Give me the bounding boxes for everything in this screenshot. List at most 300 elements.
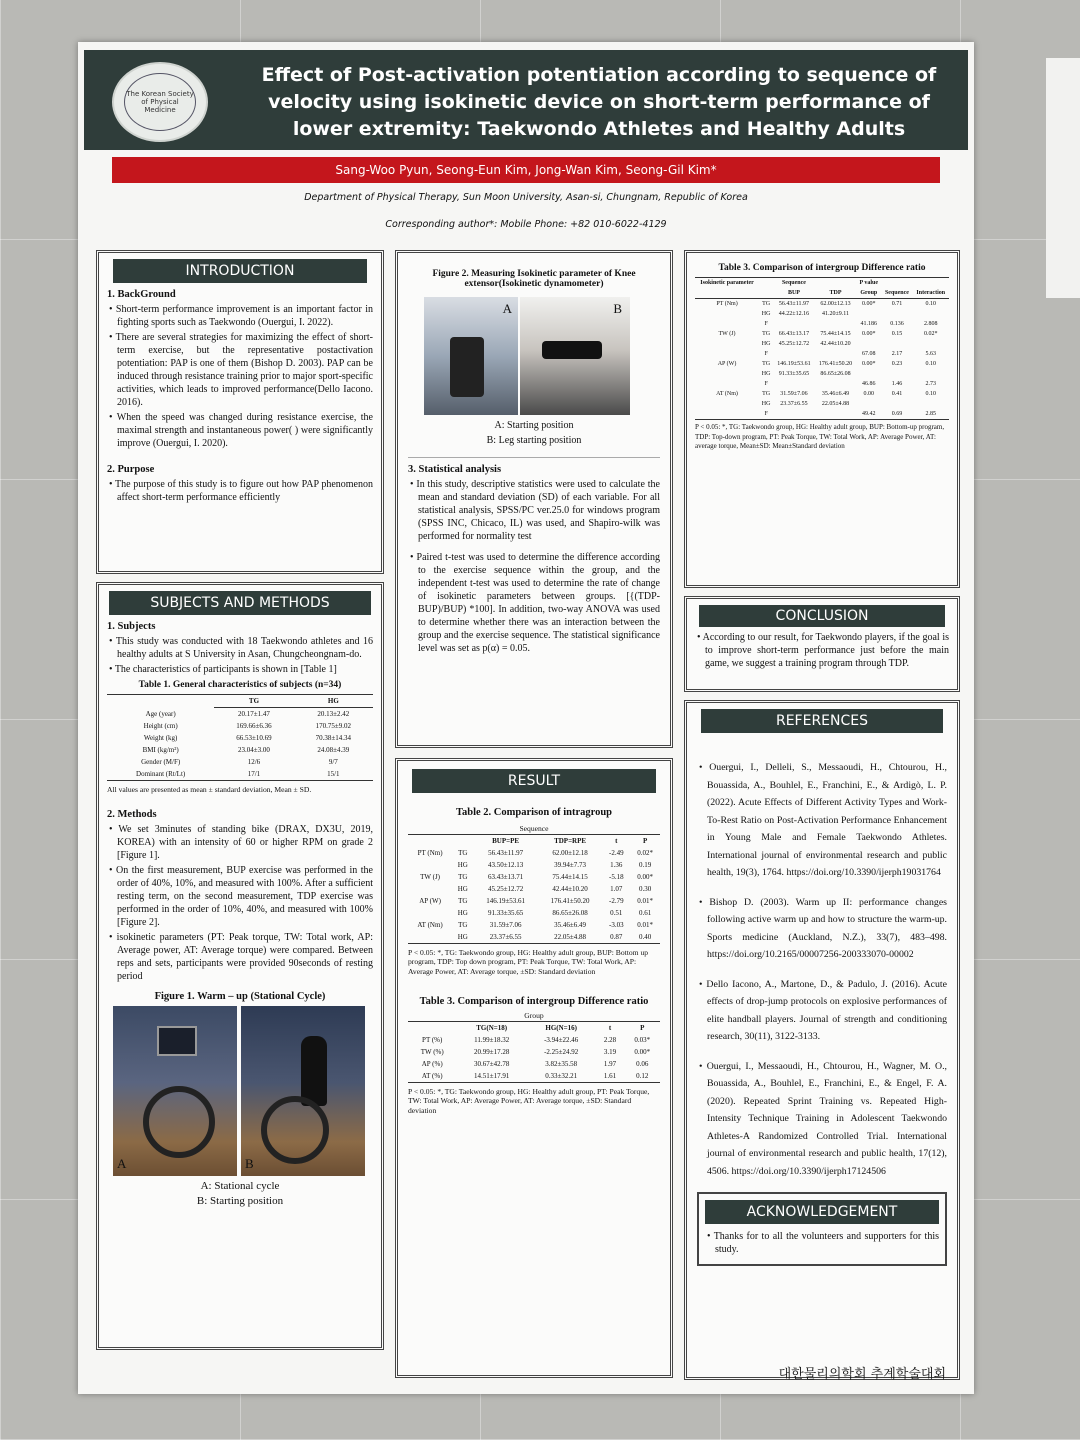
figure1-title: Figure 1. Warm – up (Stational Cycle) (154, 990, 326, 1002)
table2-cell: TG (458, 920, 468, 929)
table3b-cell: -2.25±24.92 (544, 1047, 579, 1056)
table3-cell (695, 339, 759, 349)
table3b-group-label: Group (524, 1011, 544, 1020)
table1-row (107, 756, 373, 768)
methods-text: On the first measurement, BUP exercise was performed in the order of 40%, 10%, and measured with 100%. After a sufficient resting term, on the second measurement, TDP exercise was performed in the order of 10%, 40%, and measured with 100% [Figure 2]. (116, 864, 373, 928)
table1-cell: 66.53±10.69 (236, 734, 272, 742)
table2-cell: 43.50±12.13 (487, 860, 524, 869)
methods-bullet: • On the first measurement, BUP exercise was performed in the order of 40%, 10%, and measured with 100%. After a sufficient resting term, on the second measurement, TDP exercise was performed in the order of 10%, 40%, and measured with 100% [Figure 2]. (109, 864, 373, 928)
table2-cell: 0.19 (639, 860, 652, 869)
table3-head1-col (913, 278, 949, 289)
table2-cell: TG (458, 848, 468, 857)
table3-head2-col: TDP (829, 290, 842, 296)
table3-row (695, 389, 949, 399)
subjects-bullet: • The characteristics of participants is shown in [Table 1] (109, 664, 337, 675)
table3b-cell: 0.03* (634, 1035, 651, 1044)
figure2-label-a: A (502, 301, 512, 316)
table1-cell: 15/1 (327, 770, 340, 778)
table2-row (408, 931, 660, 944)
table3b-cell: 20.99±17.28 (474, 1047, 510, 1056)
table1-cell: Dominant (Rt/Lt) (136, 770, 186, 778)
department: Department of Physical Therapy, Sun Moon University, Asan-si, Chungnam, Republic of Korea (304, 192, 748, 203)
table3-title: Table 3. Comparison of intergroup Difference ratio (718, 263, 926, 273)
figure1-caption-b: B: Starting position (196, 1194, 284, 1207)
table3-cell: 0.00* (862, 361, 876, 367)
references-section (684, 700, 960, 1380)
table3-cell: 86.65±26.08 (820, 371, 851, 377)
table1 (107, 694, 373, 781)
table2-cell: 63.43±13.71 (487, 872, 524, 881)
table1-col: TG (214, 695, 293, 708)
table3-cell: 2.808 (924, 321, 938, 327)
table3b-col: HG(N=16) (545, 1023, 577, 1032)
table2 (408, 834, 660, 944)
table3-row (695, 409, 949, 420)
table3-cell: 0.136 (890, 321, 904, 327)
table2-row (408, 883, 660, 895)
table3-cell: 22.05±4.88 (821, 401, 850, 407)
table2-cell: 86.65±26.08 (552, 908, 588, 917)
table3-cell: 35.46±6.49 (821, 391, 850, 397)
table3b-cell: 0.06 (636, 1059, 649, 1068)
table3b-cell: 1.61 (603, 1071, 617, 1080)
table3b-note: P < 0.05: *, TG: Taekwondo group, HG: Healthy adult group, PT: Peak Torque, TW: Total Work, AP: Average Power, AT: Average torque, ±SD: Standard deviation (408, 1086, 650, 1115)
table1-cell: 170.75±9.02 (315, 722, 351, 730)
table3-cell (773, 349, 815, 359)
table3-cell: TW (J) (718, 331, 736, 337)
table3-cell (695, 319, 759, 329)
reference-text: Ouergui, I., Messaoudi, H., Chtourou, H., Wagner, M. O., Bouassida, A., Bouhlel, E., Franchini, E., & Engel, F. A. (2020). Repeated Sprint Training vs. Repeated High-Intensity Technique Training in Adolescent Taekwondo Athletes-A Randomized Controlled Trial. International journal of environmental research and public health, 17(12), 4506. https://doi.org/10.3390/ijerph17124506 (706, 1060, 947, 1177)
figure1-label-b: B (245, 1155, 254, 1171)
table3-head2-col (695, 288, 759, 299)
table3-cell: 0.15 (891, 331, 903, 337)
table3-cell: 41.186 (860, 321, 878, 327)
table3-cell (913, 399, 949, 409)
table3-cell: 0.00* (862, 331, 876, 337)
figure1-photo-a (113, 1006, 237, 1176)
table3b-cell: 3.82±35.58 (545, 1059, 578, 1068)
figure1-photo-b (241, 1006, 365, 1176)
table3-cell: 49.42 (862, 411, 876, 417)
table3b-cell: 1.97 (603, 1059, 617, 1068)
methods-bullet: • isokinetic parameters (PT: Peak torque, TW: Total work, AP: Average power, AT: Average torque) were compared. Between reps and sets, participants were provided 90seconds of resting period (109, 931, 373, 982)
table3 (695, 277, 949, 420)
table2-cell: 0.51 (610, 908, 623, 917)
table2-cell: 39.94±7.73 (554, 860, 586, 869)
table1-cell: 169.66±6.36 (236, 722, 272, 730)
table2-cell: 42.44±10.20 (552, 884, 588, 893)
table3-row (695, 309, 949, 319)
table3-head2-col: Group (860, 290, 878, 296)
table2-cell: PT (Nm) (417, 848, 443, 857)
table3-section (684, 250, 960, 588)
table3b-cell: 0.12 (636, 1071, 649, 1080)
table3-cell (881, 399, 912, 409)
table3-head2-col: Sequence (884, 290, 909, 296)
table3-cell (695, 369, 759, 379)
table3-cell: 0.00 (863, 391, 875, 397)
table3-cell: HG (761, 341, 771, 347)
acknowledgement-box (697, 1192, 947, 1266)
table3-cell: 42.44±10.20 (820, 341, 851, 347)
table1-cell: 70.38±14.34 (315, 734, 351, 742)
table3-head1-col (759, 278, 773, 289)
table3-cell (695, 349, 759, 359)
table3b-col: t (608, 1023, 612, 1032)
figure2-label-b: B (613, 301, 622, 316)
acknowledgement-text: Thanks for to all the volunteers and supporters for this study. (713, 1231, 940, 1255)
table3-cell (773, 379, 815, 389)
table2-row (408, 859, 660, 871)
table2-cell: 146.19±53.61 (486, 896, 526, 905)
table3-cell: 44.22±12.16 (778, 311, 810, 317)
table3-cell (856, 309, 881, 319)
table2-col (452, 834, 473, 847)
table3-cell (773, 409, 815, 420)
table3-cell: 0.00* (862, 301, 876, 307)
table1-cell: 20.17±1.47 (238, 710, 270, 718)
table2-cell: 45.25±12.72 (487, 884, 524, 893)
table1-cell: Gender (M/F) (141, 758, 181, 766)
title-banner (84, 50, 968, 150)
table2-cell: 0.61 (639, 908, 652, 917)
statistics-text: Paired t-test was used to determine the difference according to the exercise sequence within the group, and the independent t-test was used to determine the rate of change of isokinetic parameters between groups. [{(TDP-BUP)/BUP) *100]. In addition, two-way ANOVA was used to determine whether there was an interaction between the group and the exercise sequence. The statistical significance level was set as p(α) = 0.05. (416, 552, 660, 654)
table3-cell: TG (762, 361, 771, 367)
table3-row (695, 399, 949, 409)
table3-cell: TG (762, 301, 771, 307)
table2-cell: TW (J) (420, 872, 441, 881)
table2-cell: 35.46±6.49 (554, 920, 586, 929)
table2-cell: 0.30 (639, 884, 652, 893)
table2-col: t (615, 836, 618, 845)
table3b-cell: -3.94±22.46 (544, 1035, 579, 1044)
figure2-photo-b (520, 297, 630, 415)
table2-body (408, 847, 660, 944)
table3-row (695, 339, 949, 349)
table3-cell (695, 309, 759, 319)
poster (78, 42, 974, 1394)
table3-cell: HG (761, 371, 771, 377)
table2-cell: HG (457, 884, 468, 893)
statistics-text: In this study, descriptive statistics were used to calculate the mean and standard deviation (SD) of each variable. For all statistical analysis, SPSS/PC ver.25.0 for windows program (SPSS INC, Chicaco, IL) was used, and Shapiro-wilk was performed for normality test (416, 479, 660, 542)
table3b-row (408, 1070, 660, 1083)
cycle-frame (261, 1096, 329, 1164)
table3-cell (695, 379, 759, 389)
table2-cell (408, 931, 452, 944)
table3b-body (408, 1034, 660, 1083)
figure1-label-a: A (117, 1155, 127, 1171)
table3-cell (913, 339, 949, 349)
table3-note: P < 0.05: *, TG: Taekwondo group, HG: Healthy adult group, BUP: Bottom-up program, TDP: Top-down program, PT: Peak Torque, TW: Total Work, AP: Average Power, AT: average torque, Mean±SD: Mean±Standard deviation (695, 423, 945, 450)
subjects-text: This study was conducted with 18 Taekwondo athletes and 16 healthy adults at S University in Asan, Chungcheongnam-do. (115, 636, 373, 660)
table3-cell (695, 409, 759, 420)
table1-cell: 9/7 (328, 758, 338, 766)
table3b-col (408, 1021, 456, 1034)
cycle-frame (143, 1086, 215, 1158)
table2-cell: 0.40 (639, 932, 652, 941)
table2-cell: AP (W) (419, 896, 441, 905)
subjects-text: The characteristics of participants is shown in [Table 1] (114, 664, 337, 675)
table2-cell: 56.43±11.97 (488, 848, 524, 857)
table3-head1-col: Sequence (781, 280, 806, 286)
table2-cell: 0.87 (610, 932, 623, 941)
reference-text: Bishop D. (2003). Warm up II: performance changes following active warm up and how to structure the warm-up. Sports medicine (Auckland, N.Z.), 33(7), 483–498. https://doi.org/10.2165/00007256-200333070-00002 (707, 896, 947, 960)
table3-cell: HG (761, 401, 771, 407)
table2-cell: -5.18 (608, 872, 624, 881)
table3-cell: 1.46 (891, 381, 903, 387)
table1-header (107, 695, 373, 708)
table2-header (408, 834, 660, 847)
table3b-row (408, 1046, 660, 1058)
table1-col: HG (294, 695, 373, 708)
table3-cell: PT (Nm) (716, 301, 738, 307)
table2-cell: 1.36 (610, 860, 623, 869)
table3b-cell: 0.33±32.21 (545, 1071, 578, 1080)
intro-bullet: • There are several strategies for maximizing the effect of short-term exercise, but the representative postactivation potentiation: PAP is one of them (Bishop D. 2003). PAP can be induced through resistance training prior to major sport-specific activities, which leads to improved performance(Dello Iacono. 2016). (109, 332, 373, 408)
table3-cell: HG (761, 311, 771, 317)
table3b-row (408, 1034, 660, 1046)
statistics-bullet: • Paired t-test was used to determine the difference according to the exercise sequence within the group, and the independent t-test was used to determine the rate of change of isokinetic parameters between groups. [{(TDP-BUP)/BUP) *100]. In addition, two-way ANOVA was used to determine whether there was an interaction between the group and the exercise sequence. The statistical significance level was set as p(α) = 0.05. (410, 552, 660, 654)
table2-col: BUP=PE (492, 836, 520, 845)
table2-cell: 0.02* (637, 848, 653, 857)
intro-bullet: • Short-term performance improvement is an important factor in fighting sports such as Taekwondo (Ouergui, I. 2022). (109, 304, 373, 328)
table3b-header (408, 1021, 660, 1034)
table3-row (695, 349, 949, 359)
table3-cell (773, 319, 815, 329)
reference-text: Dello Iacono, A., Martone, D., & Padulo, J. (2016). Acute effects of drop-jump protocols on explosive performances of elite handball players. Journal of strength and conditioning research, 30(11), 3122-3133. (706, 978, 947, 1042)
table2-cell: 75.44±14.15 (552, 872, 588, 881)
table2-col: P (642, 836, 648, 845)
table1-body (107, 708, 373, 781)
table3-cell (881, 339, 912, 349)
methods-text: We set 3minutes of standing bike (DRAX, DX3U, 2019, KOREA) with an intensity of 60 or higher RPM on grade 2 [Figure 1]. (117, 823, 373, 861)
table3-head2-col: BUP (787, 290, 800, 296)
table3-cell (856, 399, 881, 409)
conclusion-bullet: • According to our result, for Taekwondo players, if the goal is to improve short-term performance just before the main game, we suggest a training program through TDP. (697, 632, 950, 669)
table3-cell: F (764, 411, 768, 417)
table2-cell: 0.01* (637, 920, 653, 929)
table3-head1-col (881, 278, 912, 289)
table2-cell: 1.07 (610, 884, 623, 893)
table3-row (695, 299, 949, 310)
table3-cell: 23.37±6.55 (780, 401, 808, 407)
table3-cell: 0.10 (925, 391, 937, 397)
table3-cell: 0.41 (891, 391, 903, 397)
table2-cell: -3.03 (608, 920, 624, 929)
table2-cell: -2.49 (608, 848, 624, 857)
table3-row (695, 359, 949, 369)
table1-row (107, 720, 373, 732)
conclusion-heading: CONCLUSION (699, 605, 945, 627)
table3-cell (881, 309, 912, 319)
society-logo (112, 62, 208, 142)
intro-bullet-text: There are several strategies for maximizing the effect of short-term exercise, but the representative postactivation potentiation: PAP is one of them (Bishop D. 2003). PAP can be induced through resistance training prior to major sport-specific activities, which leads to improved performance(Dello Iacono. 2016). (115, 332, 373, 408)
table3-row (695, 319, 949, 329)
table3-cell: F (764, 381, 768, 387)
table3-cell (881, 369, 912, 379)
subjects-bullet: • This study was conducted with 18 Taekwondo athletes and 16 healthy adults at S University in Asan, Chungcheongnam-do. (109, 636, 373, 660)
table3-cell: AP (W) (717, 361, 737, 367)
table3-cell: 31.59±7.06 (780, 391, 808, 397)
table2-title: Table 2. Comparison of intragroup (455, 807, 613, 818)
table3-cell: 0.71 (891, 301, 903, 307)
table3b-cell: TW (%) (420, 1047, 444, 1056)
table3b-cell: AP (%) (421, 1059, 443, 1068)
acknowledgement-heading: ACKNOWLEDGEMENT (705, 1200, 939, 1224)
table3-cell: F (764, 351, 768, 357)
dynamometer-seat (450, 337, 484, 397)
purpose-text: The purpose of this study is to figure out how PAP phenomenon affect short-term performance efficiently (114, 479, 373, 503)
intro-bullet-text: When the speed was changed during resistance exercise, the maximal strength and instantaneous power( ) were significantly improve (Ouergui, I. 2020). (116, 412, 373, 449)
leg-pad (542, 341, 602, 359)
table3-cell (815, 409, 857, 420)
table2-row (408, 871, 660, 883)
table3-cell (815, 379, 857, 389)
table1-cell: 20.13±2.42 (317, 710, 350, 718)
figure1-photos (113, 1006, 367, 1176)
table3-cell: AT (Nm) (716, 391, 738, 397)
table2-cell: -2.79 (608, 896, 624, 905)
table3b-cell: 11.99±18.32 (474, 1035, 510, 1044)
reference-item: • Bishop D. (2003). Warm up II: performance changes following active warm up and how to structure the warm-up. Sports medicine (Auckland, N.Z.), 33(7), 483–498. https://doi.org/10.2165/00007256-200333070-00002 (699, 896, 947, 960)
table3-cell: 91.33±35.65 (778, 371, 810, 377)
table3-cell: 45.25±12.72 (778, 341, 810, 347)
table1-cell: BMI (kg/m²) (142, 746, 179, 754)
table1-cell: 24.08±4.39 (317, 746, 350, 754)
table3-cell: 66.43±13.17 (778, 331, 810, 337)
table1-cell: 23.04±3.00 (238, 746, 270, 754)
table3b-cell: 0.00* (634, 1047, 651, 1056)
methods-subheading: 2. Methods (107, 808, 157, 820)
table3-cell: 0.02* (924, 331, 938, 337)
table3-head2-col: Interaction (916, 290, 946, 296)
table2-cell: 62.00±12.18 (552, 848, 588, 857)
table3-cell: 0.23 (891, 361, 903, 367)
table3-cell (856, 339, 881, 349)
table2-cell (408, 859, 452, 871)
table3-head1-col (815, 278, 857, 289)
intro-bullet-text: Short-term performance improvement is an important factor in fighting sports such as Taekwondo (Ouergui, I. 2022). (115, 304, 373, 328)
table3b (408, 1021, 660, 1083)
background-subheading: 1. BackGround (107, 289, 176, 300)
subjects-subheading: 1. Subjects (107, 621, 156, 632)
table3-cell (913, 369, 949, 379)
table3-head2-col (759, 288, 773, 299)
table3-cell (695, 399, 759, 409)
figure2-title: Figure 2. Measuring Isokinetic parameter of Knee extensor(Isokinetic dynamometer) (432, 269, 636, 289)
table3-cell: F (764, 321, 768, 327)
table3-header-row1 (695, 278, 949, 289)
table3-cell (815, 349, 857, 359)
table2-cell: 23.37±6.55 (489, 932, 522, 941)
table1-row (107, 732, 373, 744)
table1-cell: Weight (kg) (143, 734, 178, 742)
table3-cell: 146.19±53.61 (777, 361, 811, 367)
acknowledgement-bullet: • Thanks for to all the volunteers and supporters for this study. (707, 1231, 940, 1255)
table2-cell: 22.05±4.88 (554, 932, 586, 941)
table1-row (107, 744, 373, 756)
table3-cell: 56.43±11.97 (778, 301, 809, 307)
reference-text: Ouergui, I., Delleli, S., Messaoudi, H., Chtourou, H., Bouassida, A., Bouhlel, E., Franchini, E., & Ardigò, L. P. (2022). Acute Effects of Different Activity Types and Work-To-Rest Ratio on Post-Activation Performance Enhancement in Young Male and Female Taekwondo Athletes. International journal of environmental research and public health, 19(3), 1764. https://doi.org/10.3390/ijerph19031764 (707, 762, 947, 878)
table3b-title: Table 3. Comparison of intergroup Difference ratio (419, 996, 649, 1007)
table3-cell: 5.63 (925, 351, 937, 357)
reference-item: • Ouergui, I., Messaoudi, H., Chtourou, H., Wagner, M. O., Bouassida, A., Bouhlel, E., Franchini, E., & Engel, F. A. (2020). Repeated Sprint Training vs. Repeated High-Intensity Technique Training in Adolescent Taekwondo Athletes-A Randomized Controlled Trial. International journal of environmental research and public health, 17(12), 4506. https://doi.org/10.3390/ijerph17124506 (699, 1060, 947, 1177)
table3-cell: 46.86 (862, 381, 876, 387)
table2-cell: 91.33±35.65 (487, 908, 524, 917)
table3-cell: TG (762, 391, 771, 397)
table2-cell: 31.59±7.06 (489, 920, 522, 929)
table3-header-row2 (695, 288, 949, 299)
table3-cell (856, 369, 881, 379)
table3-row (695, 379, 949, 389)
result-heading: RESULT (412, 769, 656, 793)
table2-cell: HG (457, 908, 468, 917)
table2-row (408, 895, 660, 907)
table3b-cell: PT (%) (422, 1035, 443, 1044)
table1-cell: 17/1 (247, 770, 261, 778)
adjacent-paper (1046, 58, 1080, 298)
table3-cell: 75.44±14.15 (820, 331, 851, 337)
table3-cell: 41.20±9.11 (821, 311, 850, 317)
table1-cell: 12/6 (247, 758, 261, 766)
table3-cell: 0.69 (891, 411, 903, 417)
statistics-bullet: • In this study, descriptive statistics were used to calculate the mean and standard deviation (SD) of each variable. For all statistical analysis, SPSS/PC ver.25.0 for windows program (SPSS INC, Chicaco, IL) was used, and Shapiro-wilk was performed for normality test (410, 479, 660, 542)
table3-cell: 176.41±50.20 (818, 361, 853, 367)
table3-body (695, 299, 949, 420)
table3-row (695, 329, 949, 339)
table3b-cell: 30.67±42.78 (474, 1059, 510, 1068)
poster-title: Effect of Post-activation potentiation according to sequence of velocity using isokinetic device on short-term performance of lower extremity: Taekwondo Athletes and Healthy Adults (261, 64, 937, 140)
introduction-section (96, 250, 384, 574)
table1-col (107, 695, 214, 708)
table3b-row (408, 1058, 660, 1070)
table1-row (107, 708, 373, 721)
figure2-caption-a: A: Starting position (494, 420, 574, 431)
table3b-col: TG(N=18) (476, 1023, 508, 1032)
conclusion-text: According to our result, for Taekwondo players, if the goal is to improve short-term performance just before the main game, we suggest a training program through TDP. (702, 632, 950, 669)
table2-cell: 176.41±50.20 (550, 896, 590, 905)
corresponding-author: Corresponding author*: Mobile Phone: +82 010-6022-4129 (385, 219, 667, 230)
table3b-cell: AT (%) (421, 1071, 443, 1080)
table2-cell: HG (457, 932, 468, 941)
table3-cell: 62.00±12.13 (820, 301, 851, 307)
table1-note: All values are presented as mean ± standard deviation, Mean ± SD. (107, 785, 312, 794)
table3-row (695, 369, 949, 379)
table3-cell: 0.10 (925, 301, 937, 307)
logo-emblem: The Korean Society of Physical Medicine (124, 73, 196, 131)
table3b-col: P (640, 1023, 645, 1032)
table2-cell: 0.00* (637, 872, 653, 881)
methods-text: isokinetic parameters (PT: Peak torque, TW: Total work, AP: Average power, AT: Average torque) were compared. Between reps and sets, participants were provided 90seconds of resting period (116, 931, 373, 982)
table2-row (408, 919, 660, 931)
table1-cell: Age (year) (145, 709, 176, 718)
conference-name: 대한물리의학회 추계학술대회 (778, 1367, 946, 1382)
authors-bar: Sang-Woo Pyun, Seong-Eun Kim, Jong-Wan Kim, Seong-Gil Kim* (112, 157, 940, 183)
table3-cell: 67.08 (862, 351, 876, 357)
reference-item: • Dello Iacono, A., Martone, D., & Padulo, J. (2016). Acute effects of drop-jump protocols on explosive performances of elite handball players. Journal of strength and conditioning research, 30(11), 3122-3133. (699, 978, 947, 1042)
figure1-caption-a: A: Stational cycle (200, 1179, 280, 1192)
methods-section (96, 582, 384, 1350)
conclusion-section (684, 596, 960, 692)
rider-figure (301, 1036, 327, 1106)
table2-cell (408, 907, 452, 919)
methods-heading: SUBJECTS AND METHODS (109, 591, 371, 615)
statistics-section (395, 250, 673, 748)
table3b-cell: 3.19 (603, 1047, 617, 1056)
table2-note: P < 0.05: *, TG: Taekwondo group, HG: Healthy adult group, BUP: Bottom up program, TDP: Top down program, PT: Peak Torque, TW: Total Work, AP: Average Power, AT: Average torque, ±SD: Standard deviation (408, 947, 649, 976)
table1-title: Table 1. General characteristics of subjects (n=34) (138, 680, 342, 690)
methods-bullet: • We set 3minutes of standing bike (DRAX, DX3U, 2019, KOREA) with an intensity of 60 or higher RPM on grade 2 [Figure 1]. (109, 823, 373, 861)
